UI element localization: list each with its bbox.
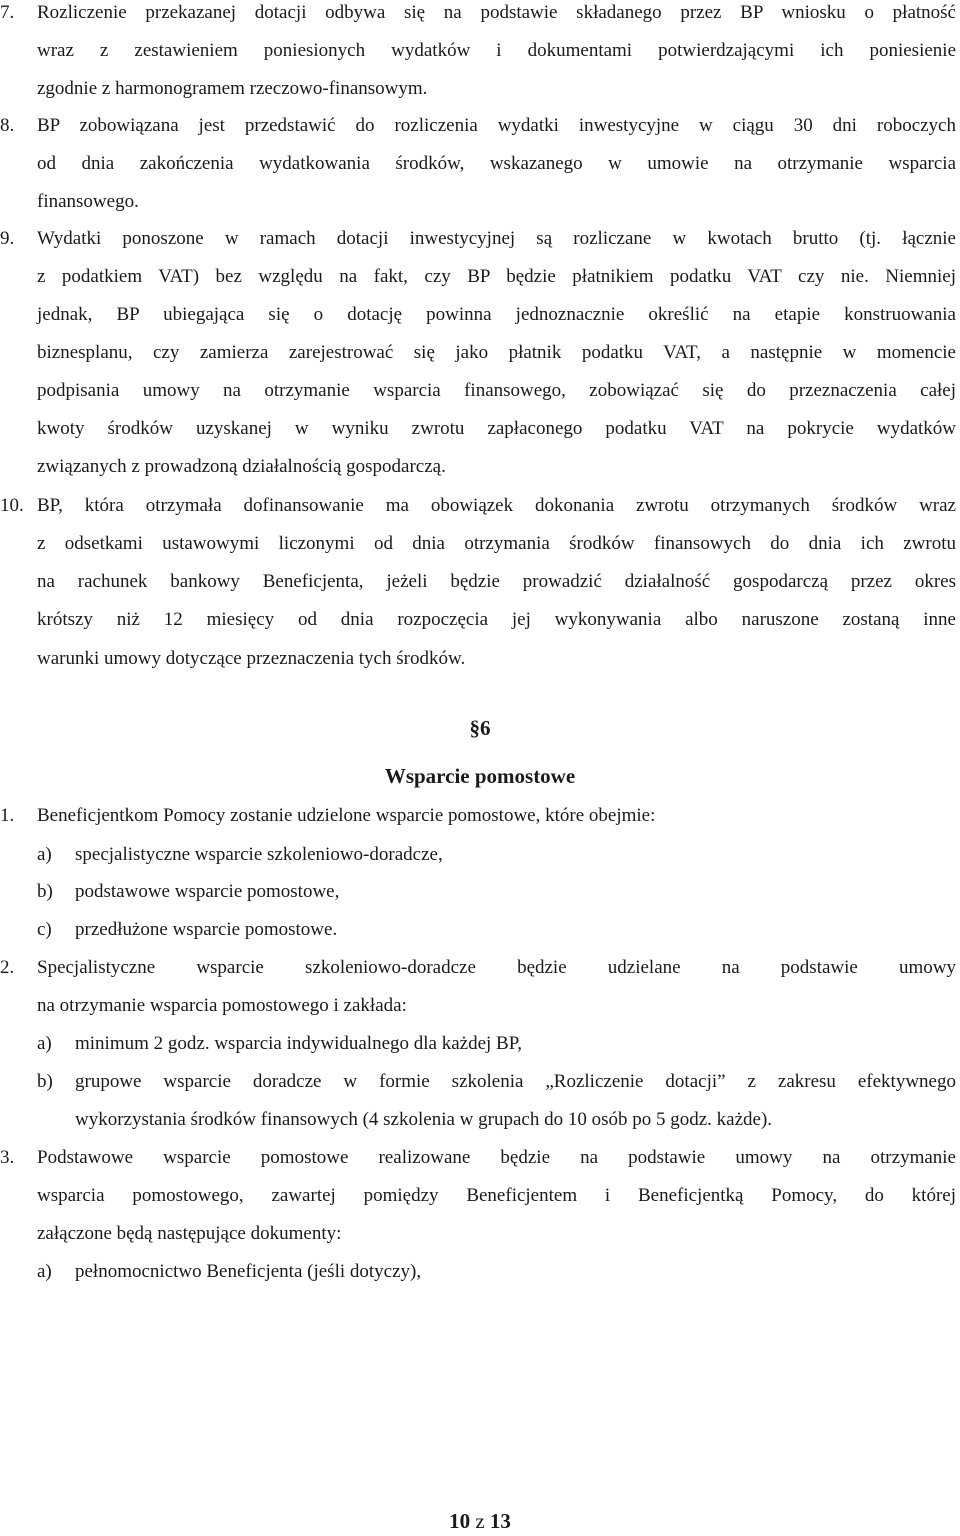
sub-label: a) (37, 844, 52, 865)
paragraph-line: kwoty środków uzyskanej w wyniku zwrotu zapłaconego podatku VAT na pokrycie wydatków (37, 418, 956, 439)
paragraph-line: z odsetkami ustawowymi liczonymi od dnia otrzymania środków finansowych do dnia ich zwrotu (37, 533, 956, 554)
sub-label: c) (37, 919, 52, 940)
point-2-sub-b-line-1 (0, 1063, 960, 1101)
sub-label: b) (37, 1071, 53, 1092)
item-7-line-3 (0, 70, 960, 108)
item-10-line-2 (0, 525, 960, 563)
paragraph-line: Podstawowe wsparcie pomostowe realizowane będzie na podstawie umowy na otrzymanie (37, 1147, 956, 1168)
paragraph-line: Wydatki ponoszone w ramach dotacji inwestycyjnej są rozliczane w kwotach brutto (tj. łącznie (37, 228, 956, 249)
item-number: 9. (0, 228, 15, 249)
item-8-line-1 (0, 107, 960, 145)
paragraph-line: związanych z prowadzoną działalnością gospodarczą. (37, 456, 446, 477)
sub-label: a) (37, 1033, 52, 1054)
sub-text: specjalistyczne wsparcie szkoleniowo-doradcze, (75, 844, 443, 865)
section-symbol: §6 (469, 716, 491, 740)
paragraph-line: finansowego. (37, 191, 139, 212)
item-9-line-7 (0, 448, 960, 486)
point-3-line-1 (0, 1139, 960, 1177)
paragraph-line: BP zobowiązana jest przedstawić do rozliczenia wydatki inwestycyjne w ciągu 30 dni roboczych (37, 115, 956, 136)
page-number (0, 1506, 960, 1536)
paragraph-line: od dnia zakończenia wydatkowania środków, wskazanego w umowie na otrzymanie wsparcia (37, 153, 956, 174)
paragraph-line: wraz z zestawieniem poniesionych wydatków i dokumentami potwierdzającymi ich poniesienie (37, 40, 956, 61)
point-1-sub-b (0, 873, 960, 911)
item-7-line-1 (0, 0, 960, 32)
paragraph-line: biznesplanu, czy zamierza zarejestrować się jako płatnik podatku VAT, a następnie w momencie (37, 342, 956, 363)
item-8-line-3 (0, 183, 960, 221)
point-2-line-2 (0, 987, 960, 1025)
section-title: Wsparcie pomostowe (384, 764, 576, 788)
item-number: 8. (0, 115, 15, 136)
point-3-line-2 (0, 1177, 960, 1215)
item-number: 2. (0, 957, 15, 978)
sub-text: grupowe wsparcie doradcze w formie szkolenia „Rozliczenie dotacji” z zakresu efektywnego (75, 1071, 956, 1092)
paragraph-line: BP, która otrzymała dofinansowanie ma obowiązek dokonania zwrotu otrzymanych środków wraz (37, 495, 956, 516)
item-number: 10. (0, 495, 24, 516)
paragraph-line: Beneficjentkom Pomocy zostanie udzielone wsparcie pomostowe, które obejmie: (37, 805, 656, 826)
paragraph-line: na rachunek bankowy Beneficjenta, jeżeli będzie prowadzić działalność gospodarczą przez okres (37, 571, 956, 592)
item-7-line-2 (0, 32, 960, 70)
item-9-line-1 (0, 220, 960, 258)
paragraph-line: jednak, BP ubiegająca się o dotację powinna jednoznacznie określić na etapie konstruowania (37, 304, 956, 325)
sub-text: podstawowe wsparcie pomostowe, (75, 881, 340, 902)
point-1 (0, 797, 960, 835)
page-total: 13 (489, 1509, 511, 1533)
item-9-line-6 (0, 410, 960, 448)
item-10-line-4 (0, 601, 960, 639)
paragraph-line: podpisania umowy na otrzymanie wsparcia finansowego, zobowiązać się do przeznaczenia całej (37, 380, 956, 401)
point-1-sub-a (0, 836, 960, 874)
item-9-line-4 (0, 334, 960, 372)
paragraph-line: wsparcia pomostowego, zawartej pomiędzy Beneficjentem i Beneficjentką Pomocy, do której (37, 1185, 956, 1206)
item-10-line-3 (0, 563, 960, 601)
sub-label: a) (37, 1261, 52, 1282)
sub-text: minimum 2 godz. wsparcia indywidualnego dla każdej BP, (75, 1033, 522, 1054)
paragraph-line: na otrzymanie wsparcia pomostowego i zakłada: (37, 995, 407, 1016)
sub-text: pełnomocnictwo Beneficjenta (jeśli dotyczy), (75, 1261, 422, 1282)
page-separator: z (475, 1509, 485, 1533)
item-10-line-5 (0, 640, 960, 678)
sub-label: b) (37, 881, 53, 902)
paragraph-line: krótszy niż 12 miesięcy od dnia rozpoczęcia jej wykonywania albo naruszone zostaną inne (37, 609, 956, 630)
point-3-sub-a (0, 1253, 960, 1291)
point-2-sub-a (0, 1025, 960, 1063)
paragraph-line: z podatkiem VAT) bez względu na fakt, czy BP będzie płatnikiem podatku VAT czy nie. Niemniej (37, 266, 956, 287)
item-9-line-5 (0, 372, 960, 410)
paragraph-line: zgodnie z harmonogramem rzeczowo-finansowym. (37, 78, 428, 99)
point-2-sub-b-line-2 (0, 1101, 960, 1139)
paragraph-line: Rozliczenie przekazanej dotacji odbywa się na podstawie składanego przez BP wniosku o płatność (37, 2, 956, 23)
item-number: 7. (0, 2, 15, 23)
point-3-line-3 (0, 1215, 960, 1253)
item-number: 1. (0, 805, 15, 826)
item-number: 3. (0, 1147, 15, 1168)
page-current: 10 (449, 1509, 471, 1533)
sub-text: wykorzystania środków finansowych (4 szkolenia w grupach do 10 osób po 5 godz. każde). (75, 1109, 773, 1130)
point-1-sub-c (0, 911, 960, 949)
item-9-line-2 (0, 258, 960, 296)
sub-text: przedłużone wsparcie pomostowe. (75, 919, 338, 940)
item-8-line-2 (0, 145, 960, 183)
paragraph-line: Specjalistyczne wsparcie szkoleniowo-doradcze będzie udzielane na podstawie umowy (37, 957, 956, 978)
point-2-line-1 (0, 949, 960, 987)
paragraph-line: warunki umowy dotyczące przeznaczenia tych środków. (37, 648, 466, 669)
item-9-line-3 (0, 296, 960, 334)
paragraph-line: załączone będą następujące dokumenty: (37, 1223, 342, 1244)
item-10-line-1 (0, 487, 960, 525)
